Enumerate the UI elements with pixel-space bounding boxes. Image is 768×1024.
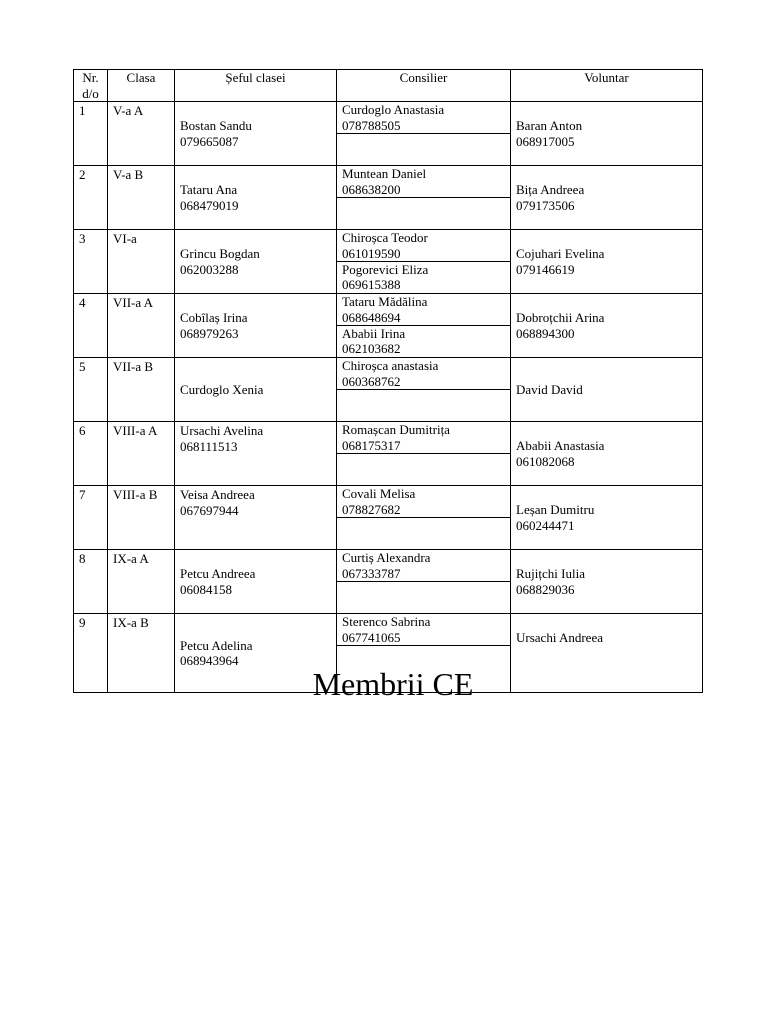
counselor-entry bbox=[337, 389, 510, 421]
page-title: Membrii CE bbox=[312, 666, 474, 702]
class-head-phone: 068111513 bbox=[180, 438, 238, 454]
counselor-name: Sterenco Sabrina bbox=[342, 614, 431, 629]
volunteer-phone: 068894300 bbox=[516, 325, 575, 341]
class-head-cell bbox=[175, 486, 337, 550]
counselor-name: Curtiș Alexandra bbox=[342, 550, 431, 565]
row-number-text: 1 bbox=[79, 103, 86, 118]
class-name bbox=[108, 294, 175, 358]
volunteer-cell bbox=[511, 166, 703, 230]
volunteer-name: Leșan Dumitru bbox=[516, 502, 595, 517]
volunteer-phone: 061082068 bbox=[516, 453, 575, 469]
volunteer-name: Cojuhari Evelina bbox=[516, 246, 605, 261]
counselor-cell bbox=[337, 550, 511, 614]
counselor-name: Chiroșca Teodor bbox=[342, 230, 428, 245]
counselor-entry bbox=[337, 166, 510, 197]
counselor-phone: 060368762 bbox=[342, 373, 401, 389]
counselor-entry bbox=[337, 581, 510, 613]
class-name-text: VIII-a B bbox=[113, 487, 158, 502]
volunteer-cell bbox=[511, 294, 703, 358]
table-row bbox=[74, 550, 703, 614]
class-head-cell bbox=[175, 230, 337, 294]
volunteer-cell bbox=[511, 358, 703, 422]
counselor-phone: 078788505 bbox=[342, 117, 401, 133]
table-row bbox=[74, 230, 703, 294]
counselor-phone: 068648694 bbox=[342, 309, 401, 325]
class-name bbox=[108, 486, 175, 550]
counselor-entry bbox=[337, 197, 510, 229]
volunteer-cell bbox=[511, 230, 703, 294]
volunteer-name: Dobroțchii Arina bbox=[516, 310, 605, 325]
class-head-phone: 06084158 bbox=[180, 581, 232, 597]
counselor-entry bbox=[337, 422, 510, 453]
counselor-phone: 067333787 bbox=[342, 565, 401, 581]
row-number-text: 4 bbox=[79, 295, 86, 310]
row-number-text: 6 bbox=[79, 423, 86, 438]
counselor-cell bbox=[337, 358, 511, 422]
class-name bbox=[108, 422, 175, 486]
class-head-phone: 068479019 bbox=[180, 197, 239, 213]
class-head-cell bbox=[175, 294, 337, 358]
class-head-name: Ursachi Avelina bbox=[180, 423, 264, 438]
counselor-phone: 068175317 bbox=[342, 437, 401, 453]
class-name bbox=[108, 550, 175, 614]
row-number-text: 9 bbox=[79, 615, 86, 630]
class-head-phone: 079665087 bbox=[180, 133, 239, 149]
volunteer-cell bbox=[511, 550, 703, 614]
class-head-cell bbox=[175, 550, 337, 614]
row-number bbox=[74, 102, 108, 166]
counselor-phone: 078827682 bbox=[342, 501, 401, 517]
header-consilier: Consilier bbox=[337, 70, 511, 102]
counselor-cell bbox=[337, 486, 511, 550]
table-row bbox=[74, 102, 703, 166]
class-head-cell bbox=[175, 358, 337, 422]
volunteer-name: Ursachi Andreea bbox=[516, 630, 603, 645]
class-head-cell bbox=[175, 166, 337, 230]
counselor-cell bbox=[337, 102, 511, 166]
table-row bbox=[74, 166, 703, 230]
row-number-text: 5 bbox=[79, 359, 86, 374]
counselor-phone: 062103682 bbox=[342, 341, 401, 356]
class-head-name: Petcu Adelina bbox=[180, 637, 253, 653]
class-name-text: V-a A bbox=[113, 103, 144, 118]
counselor-entry bbox=[337, 261, 510, 293]
table-row bbox=[74, 358, 703, 422]
class-name bbox=[108, 166, 175, 230]
row-number bbox=[74, 166, 108, 230]
row-number-text: 7 bbox=[79, 487, 86, 502]
header-nr: Nr. d/o bbox=[74, 70, 108, 102]
row-number-text: 8 bbox=[79, 551, 86, 566]
counselor-phone: 068638200 bbox=[342, 181, 401, 197]
class-head-phone: 062003288 bbox=[180, 261, 239, 277]
class-head-name: Cobîlaș Irina bbox=[180, 310, 248, 325]
counselor-name: Curdoglo Anastasia bbox=[342, 102, 445, 117]
counselor-cell bbox=[337, 230, 511, 294]
counselor-entry bbox=[337, 486, 510, 517]
class-name-text: IX-a B bbox=[113, 615, 149, 630]
volunteer-cell bbox=[511, 102, 703, 166]
class-name-text: VII-a B bbox=[113, 359, 154, 374]
row-number bbox=[74, 422, 108, 486]
counselor-entry bbox=[337, 294, 510, 325]
volunteer-cell bbox=[511, 486, 703, 550]
volunteer-name: Ababii Anastasia bbox=[516, 438, 605, 453]
counselor-phone: 061019590 bbox=[342, 245, 401, 261]
class-name bbox=[108, 230, 175, 294]
volunteer-name: Bița Andreea bbox=[516, 182, 585, 197]
class-name-text: IX-a A bbox=[113, 551, 149, 566]
class-name-text: VII-a A bbox=[113, 295, 154, 310]
volunteer-phone: 068829036 bbox=[516, 581, 575, 597]
counselor-name: Romașcan Dumitrița bbox=[342, 422, 450, 437]
counselor-entry bbox=[337, 550, 510, 581]
row-number-text: 2 bbox=[79, 167, 86, 182]
members-table bbox=[73, 69, 703, 693]
row-number bbox=[74, 550, 108, 614]
class-name-text: VIII-a A bbox=[113, 423, 158, 438]
volunteer-name: Baran Anton bbox=[516, 118, 583, 133]
table-row bbox=[74, 486, 703, 550]
table-row bbox=[74, 294, 703, 358]
volunteer-phone: 068917005 bbox=[516, 133, 575, 149]
row-number bbox=[74, 230, 108, 294]
volunteer-phone: 079173506 bbox=[516, 197, 575, 213]
counselor-name: Ababii Irina bbox=[342, 325, 406, 341]
class-head-phone: 068943964 bbox=[180, 653, 239, 668]
counselor-cell bbox=[337, 294, 511, 358]
class-name-text: VI-a bbox=[113, 231, 137, 246]
class-head-name: Grincu Bogdan bbox=[180, 246, 260, 261]
counselor-name: Muntean Daniel bbox=[342, 166, 427, 181]
counselor-cell bbox=[337, 166, 511, 230]
volunteer-name: Rujițchi Iulia bbox=[516, 566, 585, 581]
class-name bbox=[108, 102, 175, 166]
counselor-entry bbox=[337, 133, 510, 165]
class-head-name: Petcu Andreea bbox=[180, 566, 256, 581]
class-head-phone: 068979263 bbox=[180, 325, 239, 341]
header-sef: Șeful clasei bbox=[175, 70, 337, 102]
volunteer-phone: 079146619 bbox=[516, 261, 575, 277]
header-voluntar: Voluntar bbox=[511, 70, 703, 102]
row-number-text: 3 bbox=[79, 231, 86, 246]
class-head-cell bbox=[175, 422, 337, 486]
class-head-name: Curdoglo Xenia bbox=[180, 381, 264, 397]
class-head-name: Bostan Sandu bbox=[180, 118, 252, 133]
class-head-cell bbox=[175, 102, 337, 166]
counselor-entry bbox=[337, 358, 510, 389]
volunteer-name: David David bbox=[516, 381, 583, 397]
counselor-entry bbox=[337, 102, 510, 133]
counselor-name: Covali Melisa bbox=[342, 486, 416, 501]
row-number bbox=[74, 294, 108, 358]
volunteer-phone: 060244471 bbox=[516, 517, 575, 533]
counselor-entry bbox=[337, 517, 510, 549]
counselor-name: Chiroșca anastasia bbox=[342, 358, 439, 373]
class-name-text: V-a B bbox=[113, 167, 144, 182]
table-header-row bbox=[74, 70, 703, 102]
counselor-phone: 067741065 bbox=[342, 629, 401, 645]
volunteer-cell bbox=[511, 422, 703, 486]
header-clasa: Clasa bbox=[108, 70, 175, 102]
row-number bbox=[74, 358, 108, 422]
counselor-name: Tataru Mădălina bbox=[342, 294, 428, 309]
table-row bbox=[74, 422, 703, 486]
counselor-entry bbox=[337, 453, 510, 485]
counselor-entry bbox=[337, 325, 510, 357]
row-number bbox=[74, 486, 108, 550]
class-head-phone: 067697944 bbox=[180, 502, 239, 518]
counselor-entry bbox=[337, 230, 510, 261]
counselor-cell bbox=[337, 422, 511, 486]
class-head-name: Veisa Andreea bbox=[180, 487, 255, 502]
class-name bbox=[108, 358, 175, 422]
counselor-entry bbox=[337, 614, 510, 645]
class-head-name: Tataru Ana bbox=[180, 182, 238, 197]
counselor-name: Pogorevici Eliza bbox=[342, 261, 429, 277]
counselor-phone: 069615388 bbox=[342, 277, 401, 292]
